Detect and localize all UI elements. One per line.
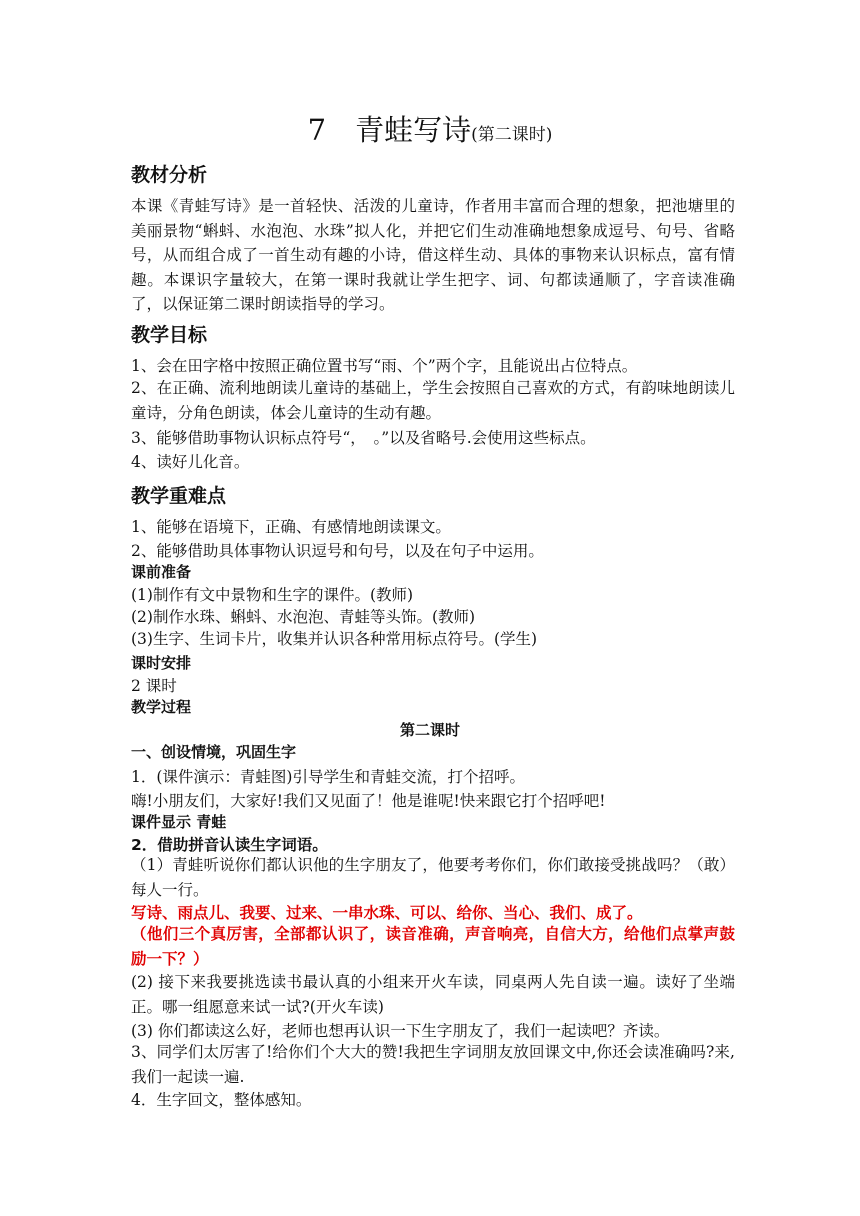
part1-heading: 一、创设情境，巩固生字: [131, 743, 297, 761]
prep-item-1: (1)制作有文中景物和生字的课件。(教师): [131, 586, 414, 604]
analysis-text: 本课《青蛙写诗》是一首轻快、活泼的儿童诗，作者用丰富而合理的想象，把池塘里的美丽景物“蝌蚪、水泡泡、水珠”拟人化，并把它们生动准确地想象成逗号、句号、省略号，从而组合成了一首生动有趣的小诗，借这样生动、具体的事物来认识标点，富有情趣。本课识字量较大，在第一课时我就让学生把字、词、句都读通顺了，字音读准确了，以保证第二课时朗读指导的学习。: [131, 197, 735, 313]
step-1-show: 课件显示 青蛙: [131, 813, 227, 831]
title-main: 7 青蛙写诗: [307, 113, 472, 147]
prep-item-2: (2)制作水珠、蝌蚪、水泡泡、青蛙等头饰。(教师): [131, 608, 476, 626]
heading-analysis: 教材分析: [131, 164, 208, 186]
heading-process: 教学过程: [131, 698, 192, 716]
prep-item-3: (3)生字、生词卡片，收集并认识各种常用标点符号。(学生): [131, 630, 538, 648]
heading-schedule: 课时安排: [131, 654, 192, 672]
schedule-text: 2 课时: [131, 677, 177, 695]
step-3: 3、同学们太厉害了!给你们个大大的赞!我把生字词朋友放回课文中,你还会读准确吗?来,我们一起读一遍.: [131, 1043, 735, 1086]
word-list: 写诗、雨点儿、我要、过来、一串水珠、可以、给你、当心、我们、成了。: [131, 904, 643, 922]
keypoint-item-2: 2、能够借助具体事物认识逗号和句号，以及在句子中运用。: [131, 542, 544, 560]
heading-goals: 教学目标: [131, 324, 208, 346]
heading-prep: 课前准备: [131, 563, 192, 581]
step-2-b: (2) 接下来我要挑选读书最认真的小组来开火车读，同桌两人先自读一遍。读好了坐端正。哪一组愿意来试一试?(开火车读): [131, 973, 735, 1016]
goal-item-3: 3、能够借助事物认识标点符号“， 。”以及省略号.会使用这些标点。: [131, 429, 596, 447]
title-sub: (第二课时): [471, 125, 553, 145]
goal-item-4: 4、读好儿化音。: [131, 453, 250, 471]
praise-note: （他们三个真厉害，全部都认识了，读音准确，声音响亮，自信大方，给他们点掌声鼓励一下？）: [131, 925, 735, 968]
step-1: 1．(课件演示：青蛙图)引导学生和青蛙交流，打个招呼。: [131, 768, 525, 786]
lesson-heading: 第二课时: [399, 721, 460, 739]
step-4: 4．生字回文，整体感知。: [131, 1091, 312, 1109]
step-2-c: (3) 你们都读这么好，老师也想再认识一下生字朋友了，我们一起读吧？齐读。: [131, 1022, 670, 1040]
keypoint-item-1: 1、能够在语境下，正确、有感情地朗读课文。: [131, 518, 451, 536]
step-2-a: （1）青蛙听说你们都认识他的生字朋友了，他要考考你们，你们敢接受挑战吗？（敢）每人一行。: [131, 856, 735, 899]
page-title: [0, 108, 860, 149]
goal-item-1: 1、会在田字格中按照正确位置书写“雨、个”两个字，且能说出占位特点。: [131, 357, 638, 375]
step-1-talk: 嗨!小朋友们，大家好!我们又见面了！他是谁呢!快来跟它打个招呼吧!: [131, 792, 606, 810]
step-2: 2．借助拼音认读生字词语。: [131, 836, 328, 854]
goal-item-2: 2、在正确、流利地朗读儿童诗的基础上，学生会按照自己喜欢的方式，有韵味地朗读儿童诗，分角色朗读，体会儿童诗的生动有趣。: [131, 379, 735, 422]
heading-keypoints: 教学重难点: [131, 485, 227, 507]
